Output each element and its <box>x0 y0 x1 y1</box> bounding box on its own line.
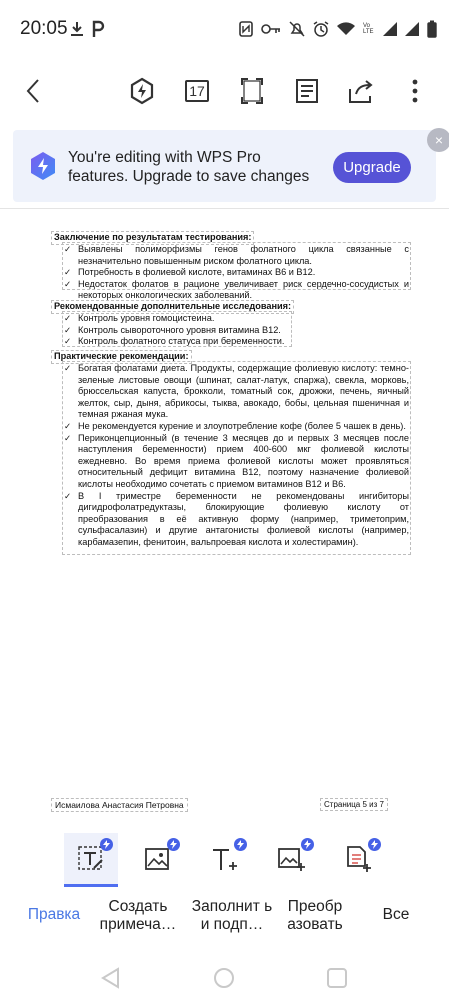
tab-convert[interactable]: Преобр азовать <box>287 898 343 933</box>
more-options-button[interactable] <box>398 74 432 108</box>
frame-corners-icon <box>241 78 263 104</box>
nav-home-button[interactable] <box>213 967 235 994</box>
edit-image-icon <box>145 848 171 872</box>
edit-image-tool[interactable] <box>131 833 185 887</box>
hexagon-bolt-icon <box>129 77 155 105</box>
more-vertical-icon <box>412 79 418 103</box>
page-footer-number[interactable]: Страница 5 из 7 <box>320 798 388 811</box>
close-banner-button[interactable]: × <box>427 128 449 152</box>
check-icon: ✓ <box>64 324 72 335</box>
clock: 20:05 <box>20 18 68 39</box>
list-item: ✓ Не рекомендуется курение и злоупотребление кофе (более 5 чашек в день). <box>64 420 406 431</box>
pro-bolt-icon <box>234 838 247 851</box>
pro-bolt-icon <box>301 838 314 851</box>
notification-icons <box>70 20 106 38</box>
top-toolbar <box>0 66 449 116</box>
share-icon <box>349 79 375 103</box>
status-bar <box>0 0 449 60</box>
list-item: ✓ Контроль сывороточного уровня витамина B12. <box>64 324 281 335</box>
network-type-label: Vo LTE <box>363 23 374 35</box>
page-divider <box>0 208 449 209</box>
system-icons <box>239 20 437 38</box>
fit-page-button[interactable] <box>235 74 269 108</box>
check-icon: ✓ <box>64 490 72 501</box>
list-item: ✓ Выявлены полиморфизмы генов фолатного цикла связанные с незначительно повышенным риском фолатного цикла. <box>64 244 409 266</box>
wps-pro-button[interactable] <box>125 74 159 108</box>
upgrade-button[interactable]: Upgrade <box>333 152 411 183</box>
circle-home-icon <box>213 967 235 989</box>
recommended-tests-list[interactable] <box>64 313 294 348</box>
list-item: ✓ Недостаток фолатов в рационе увеличивает риск сердечно-сосудистых и некоторых онкологических заболеваний. <box>64 278 409 301</box>
add-text-icon <box>211 847 239 873</box>
page-count-button[interactable] <box>180 74 214 108</box>
bottom-tabs <box>0 892 449 952</box>
check-icon: ✓ <box>64 267 72 278</box>
banner-message: You're editing with WPS Pro features. Upgrade to save changes <box>68 149 310 185</box>
page-count-badge: 17 <box>185 80 209 102</box>
list-item: ✓ Контроль уровня гомоцистеина. <box>64 313 215 323</box>
section-title-recommended-tests[interactable]: Рекомендованные дополнительные исследования: <box>51 300 294 314</box>
edit-tools-row <box>0 833 449 889</box>
pro-bolt-icon <box>100 838 113 851</box>
list-item: ✓ Периконцепционный (в течение 3 месяцев до и первых 3 месяцев после наступления беременности) прием 400-600 мкг фолиевой кислоты ежедневно. Во время приема фолиевой кислоты может проявляться относительный дефицит витамина B12, поэтому назначение фолиевой кислоты необходимо сочетать с приемом витаминов B12 и B6. <box>64 432 409 489</box>
pro-bolt-icon <box>368 838 381 851</box>
check-icon: ✓ <box>64 278 72 289</box>
check-icon: ✓ <box>64 420 72 431</box>
check-icon: ✓ <box>64 336 72 347</box>
tab-fill-sign[interactable]: Заполнит ь и подп… <box>191 898 273 933</box>
conclusion-list[interactable] <box>64 244 409 302</box>
add-text-tool[interactable] <box>198 833 252 887</box>
signal-icon-2 <box>405 22 419 36</box>
edit-text-tool[interactable] <box>64 833 118 887</box>
list-item: ✓ Богатая фолатами диета. Продукты, содержащие фолиевую кислоту: темно-зеленые листовые овощи (шпинат, салат-латук, спаржа), свекла, морковь, брюссельская капуста, брокколи, томатный сок, дрожжи, печень, яичный желток, сыр, дыня, абрикосы, тыква, авокадо, бобы, цельная пшеничная и темная ржаная мука. <box>64 363 409 420</box>
share-button[interactable] <box>345 74 379 108</box>
square-recents-icon <box>326 967 348 989</box>
list-item: ✓ Потребность в фолиевой кислоте, витаминах B6 и B12. <box>64 267 316 278</box>
back-button[interactable] <box>16 74 50 108</box>
add-image-tool[interactable] <box>265 833 319 887</box>
nav-recents-button[interactable] <box>326 967 348 994</box>
p-app-icon <box>92 20 106 38</box>
system-nav-bar <box>0 955 449 1000</box>
page-footer-author[interactable]: Исмаилова Анастасия Петровна <box>51 798 188 812</box>
download-icon <box>70 21 84 37</box>
signal-icon <box>383 22 397 36</box>
tab-all[interactable]: Все <box>382 906 410 923</box>
tab-create-note[interactable]: Создать примеча… <box>99 898 177 933</box>
add-image-icon <box>278 847 306 873</box>
pro-bolt-icon <box>167 838 180 851</box>
wifi-icon <box>337 22 355 36</box>
check-icon: ✓ <box>64 244 72 254</box>
practical-list[interactable] <box>64 363 409 549</box>
document-page[interactable] <box>0 208 449 828</box>
chevron-left-icon <box>26 78 40 104</box>
check-icon: ✓ <box>64 363 72 373</box>
add-pdf-page-icon <box>345 846 373 874</box>
alarm-icon <box>313 21 329 37</box>
document-view-icon <box>296 79 318 103</box>
edit-text-icon <box>78 846 104 872</box>
tab-edit[interactable]: Правка <box>27 906 81 923</box>
add-signature-tool[interactable] <box>332 833 386 887</box>
check-icon: ✓ <box>64 313 72 323</box>
triangle-back-icon <box>100 967 120 989</box>
list-item: ✓ Контроль фолатного статуса при беременности. <box>64 336 285 347</box>
section-title-practical[interactable]: Практические рекомендации: <box>51 350 192 364</box>
mute-icon <box>289 21 305 37</box>
check-icon: ✓ <box>64 432 72 443</box>
nav-back-button[interactable] <box>100 967 120 994</box>
section-title-conclusion[interactable]: Заключение по результатам тестирования: <box>51 231 254 245</box>
reading-mode-button[interactable] <box>290 74 324 108</box>
wps-pro-logo-icon <box>30 151 56 186</box>
nfc-icon <box>239 21 253 37</box>
list-item: ✓ В I триместре беременности не рекомендованы ингибиторы дигидрофолатредуктазы, блокирующие фолиевую кислоту от преобразования в её активную форму (например, триметоприм, сульфасалазин) и другие антагонисты фолиевой кислоты (например, карбамазепин, фенитоин, вальпроевая кислота и холестирамин). <box>64 490 409 547</box>
battery-icon <box>427 20 437 38</box>
key-icon <box>261 23 281 35</box>
upgrade-banner <box>13 130 444 202</box>
